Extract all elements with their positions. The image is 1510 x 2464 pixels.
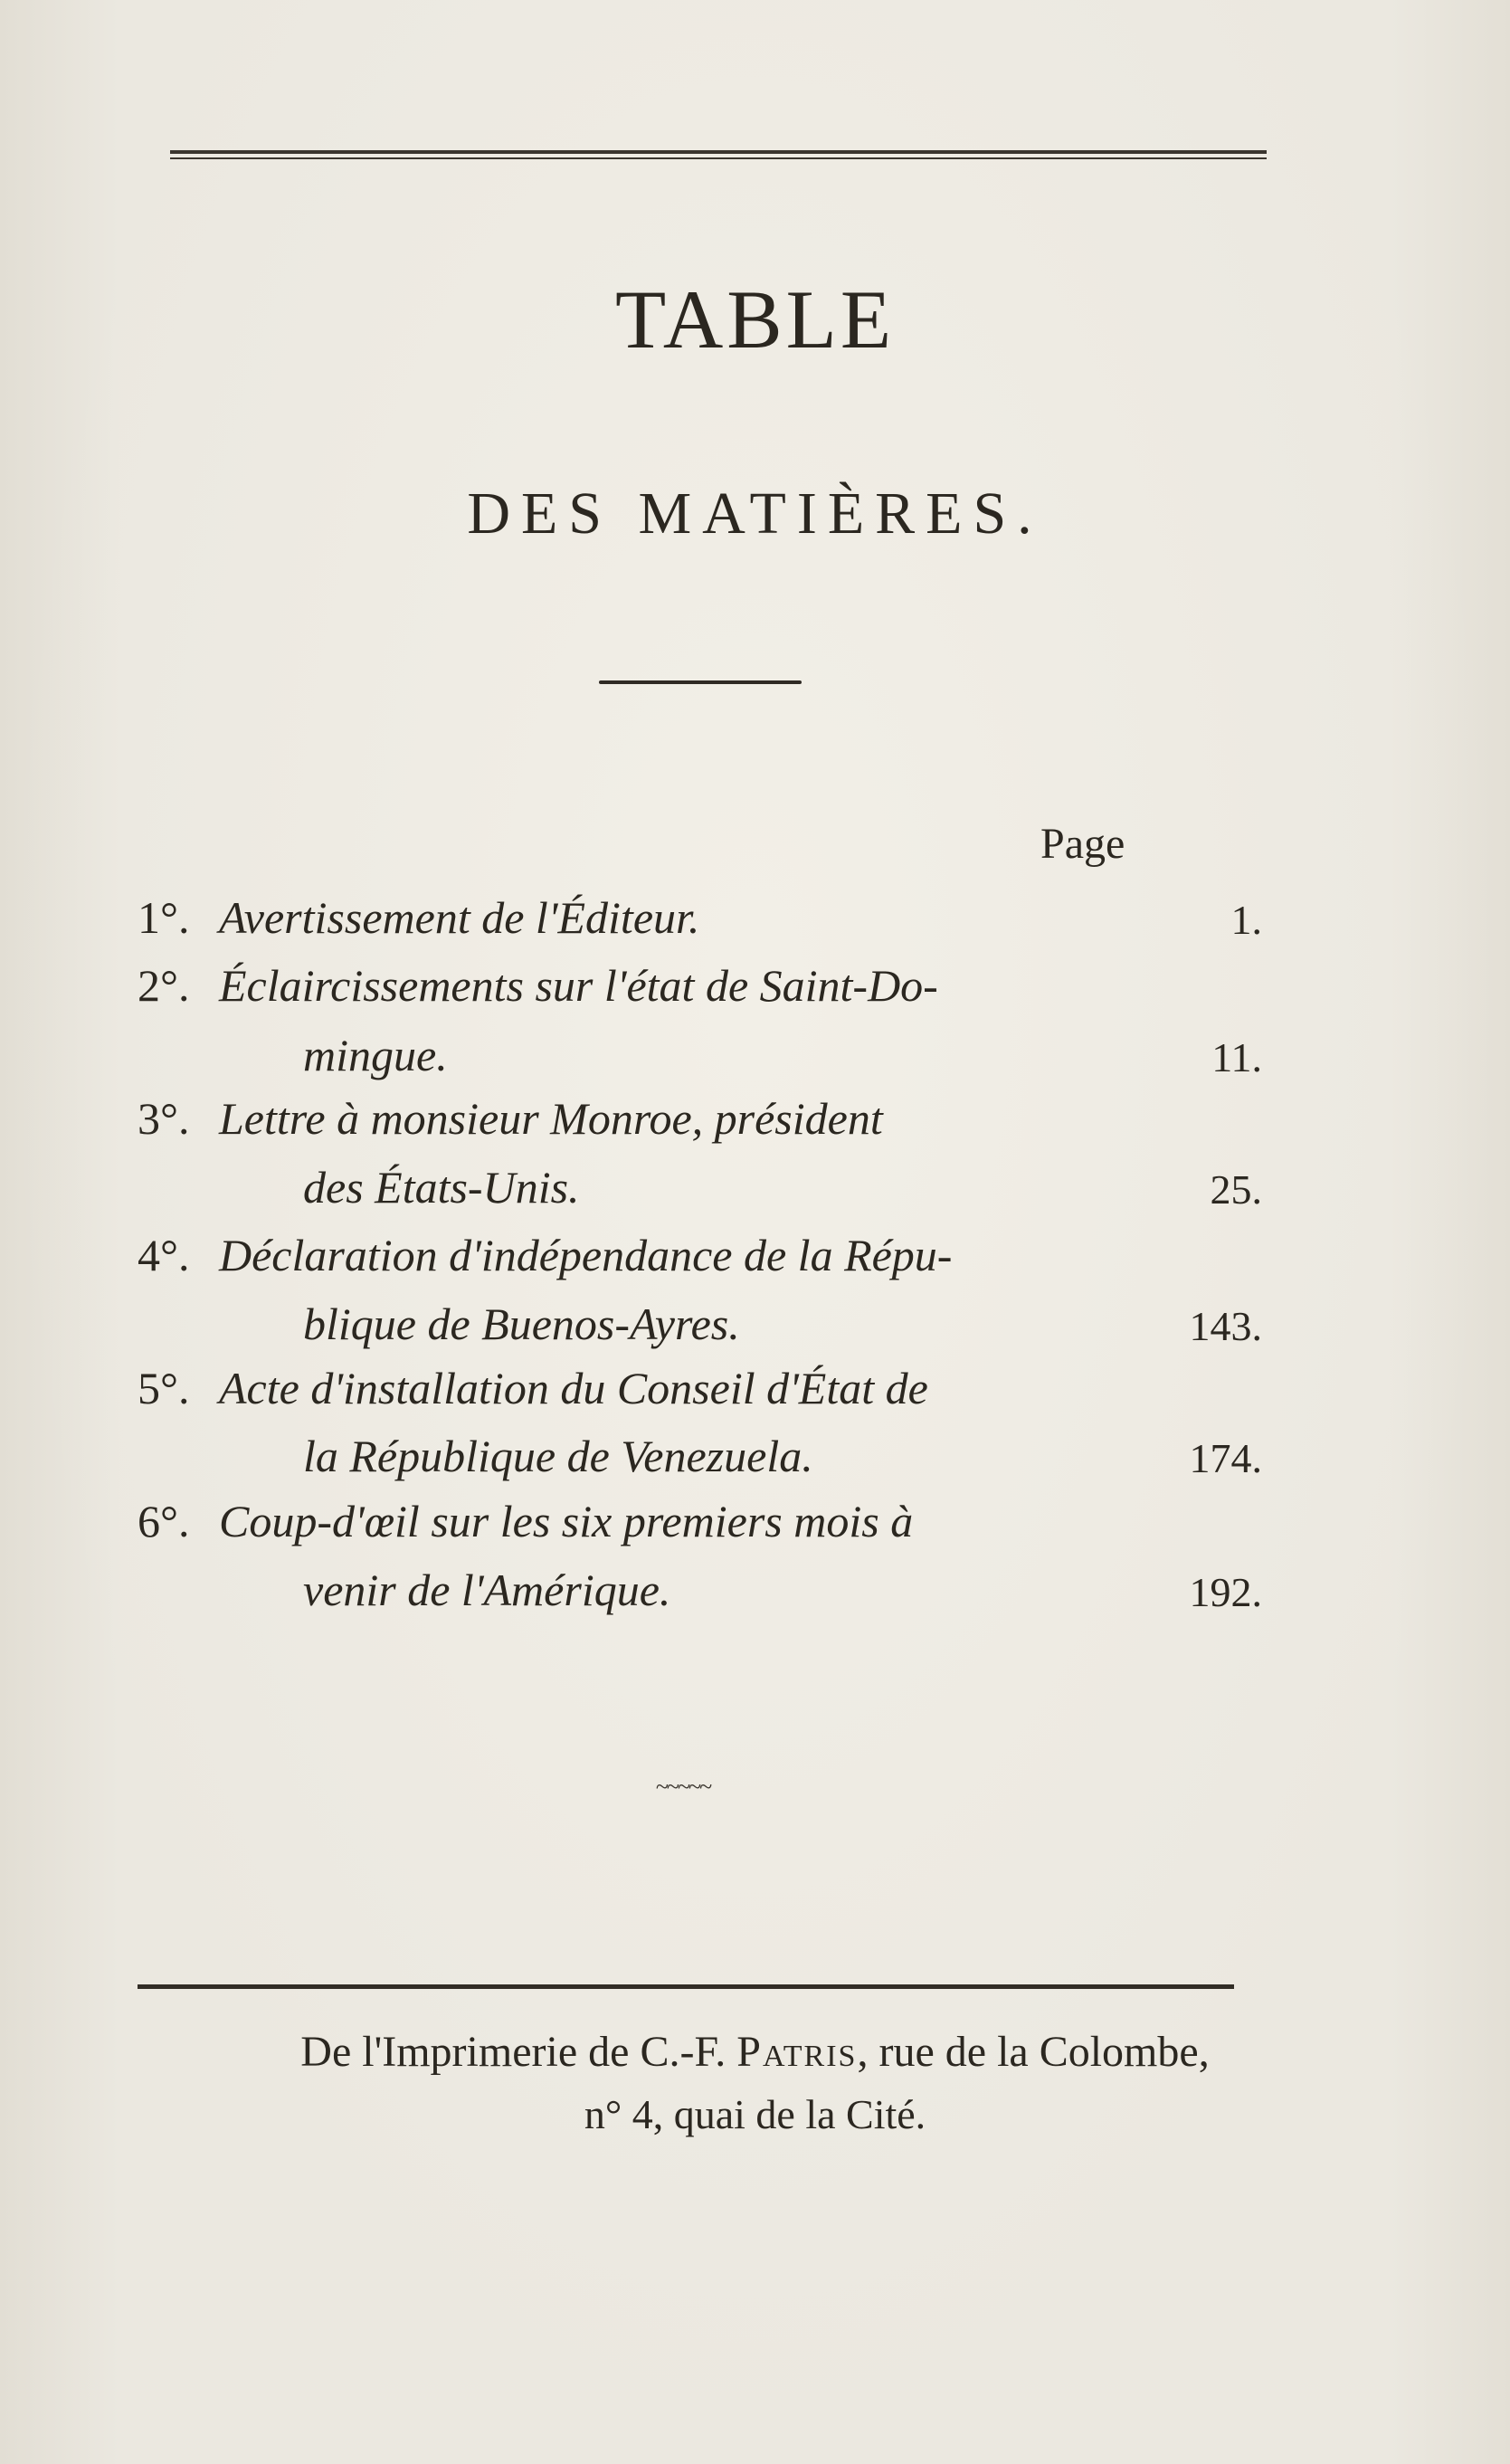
toc-entry-title-cont: la République de Venezuela. <box>303 1431 813 1481</box>
toc-entry-page: 192. <box>1189 1569 1262 1615</box>
toc-entry-title-cont: des États-Unis. <box>303 1162 580 1213</box>
ornament-flourish: ~~~~~ <box>655 1774 711 1800</box>
toc-entry-1 <box>138 891 699 944</box>
toc-entry-title: Déclaration d'indépendance de la Répu- <box>219 1230 953 1280</box>
toc-entry-title: Coup-d'œil sur les six premiers mois à <box>219 1496 914 1546</box>
toc-entry-title-cont: mingue. <box>303 1030 448 1080</box>
toc-entry-page: 25. <box>1210 1166 1262 1213</box>
toc-entry-number: 4°. <box>138 1230 190 1280</box>
toc-entry-number: 3°. <box>138 1093 190 1144</box>
toc-entry-title: Avertissement de l'Éditeur. <box>219 892 700 943</box>
toc-entry-number: 1°. <box>138 892 190 943</box>
toc-entry-6 <box>138 1495 913 1547</box>
colophon-printer-name: Patris <box>736 2028 858 2076</box>
toc-entry-number: 2°. <box>138 960 190 1011</box>
toc-entry-title: Lettre à monsieur Monroe, président <box>219 1093 883 1144</box>
toc-entry-title-cont: blique de Buenos-Ayres. <box>303 1299 740 1349</box>
toc-entry-2 <box>138 959 938 1012</box>
colophon-prefix: De l'Imprimerie de C.-F. <box>300 2028 727 2076</box>
page-subtitle: DES MATIÈRES. <box>467 480 1043 547</box>
toc-entry-continuation <box>303 1029 448 1081</box>
page-title: TABLE <box>614 273 896 366</box>
toc-entry-3 <box>138 1092 883 1145</box>
toc-entry-title-cont: venir de l'Amérique. <box>303 1565 671 1615</box>
toc-entry-page: 1. <box>1230 897 1262 943</box>
page-column-header: Page <box>1040 820 1125 868</box>
toc-entry-page: 174. <box>1189 1435 1262 1481</box>
toc-entry-title: Acte d'installation du Conseil d'État de <box>219 1363 928 1413</box>
toc-entry-number: 5°. <box>138 1363 190 1413</box>
toc-entry-title: Éclaircissements sur l'état de Saint-Do- <box>219 960 938 1011</box>
toc-entry-page: 11. <box>1211 1034 1262 1080</box>
toc-entry-continuation <box>303 1564 670 1616</box>
toc-entry-page: 143. <box>1189 1303 1262 1349</box>
toc-entry-number: 6°. <box>138 1496 190 1546</box>
colophon-suffix: , rue de la Colombe, <box>857 2028 1210 2076</box>
toc-entry-continuation <box>303 1161 580 1213</box>
toc-entry-continuation <box>303 1430 813 1482</box>
toc-entry-continuation <box>303 1298 740 1350</box>
colophon-line-1 <box>0 2027 1510 2077</box>
toc-entry-5 <box>138 1362 928 1414</box>
toc-entry-4 <box>138 1229 952 1281</box>
bottom-rule <box>138 1984 1234 1989</box>
colophon-line-2: n° 4, quai de la Cité. <box>584 2091 926 2137</box>
